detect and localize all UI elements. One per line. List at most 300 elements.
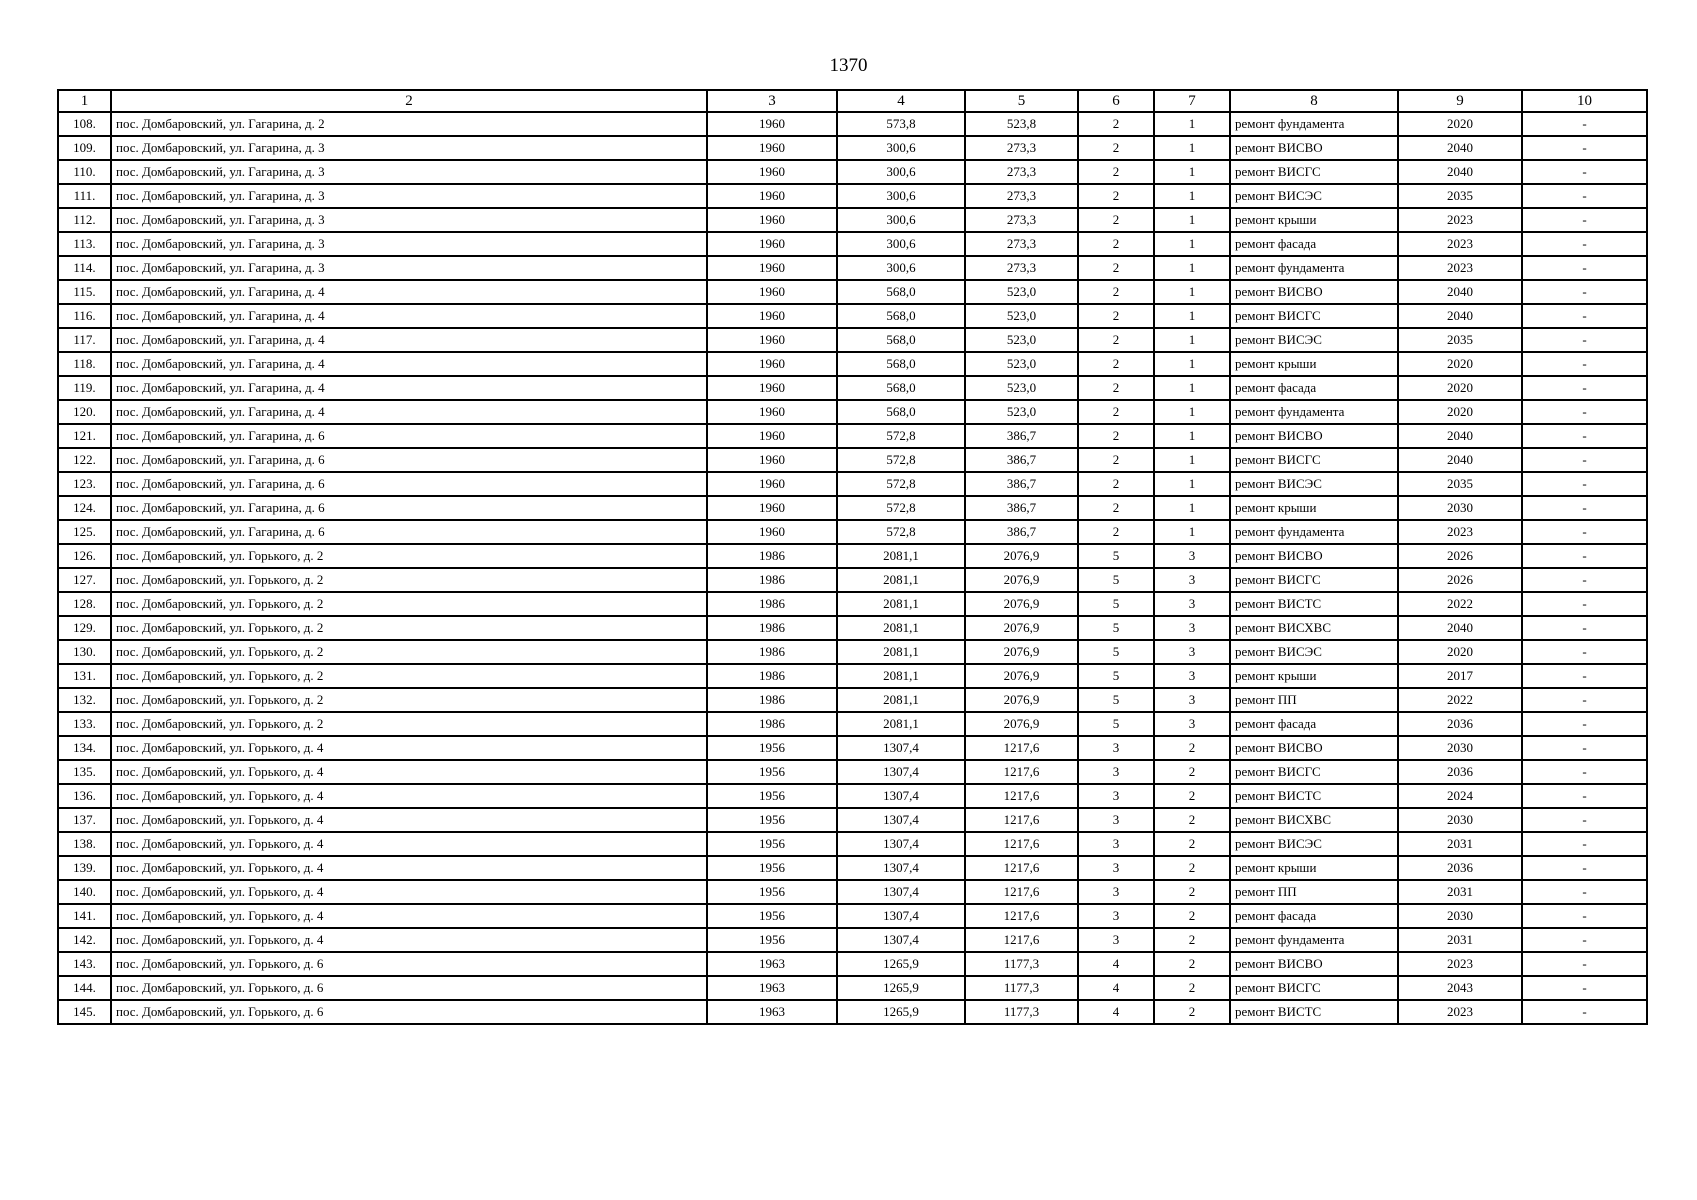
row-number-cell: 118. <box>58 352 111 376</box>
work-type-cell: ремонт ВИСВО <box>1230 952 1398 976</box>
address-cell: пос. Домбаровский, ул. Горького, д. 6 <box>111 952 707 976</box>
planned-year-cell: 2023 <box>1398 256 1522 280</box>
row-number-cell: 120. <box>58 400 111 424</box>
floors-cell: 2 <box>1078 424 1154 448</box>
note-cell: - <box>1522 736 1647 760</box>
total-area-cell: 568,0 <box>837 280 965 304</box>
total-area-cell: 568,0 <box>837 376 965 400</box>
row-number-cell: 129. <box>58 616 111 640</box>
year-built-cell: 1986 <box>707 616 837 640</box>
note-cell: - <box>1522 256 1647 280</box>
note-cell: - <box>1522 616 1647 640</box>
floors-cell: 3 <box>1078 736 1154 760</box>
address-cell: пос. Домбаровский, ул. Гагарина, д. 3 <box>111 184 707 208</box>
entrances-cell: 1 <box>1154 112 1230 136</box>
work-type-cell: ремонт ПП <box>1230 880 1398 904</box>
work-type-cell: ремонт ВИСЭС <box>1230 472 1398 496</box>
year-built-cell: 1986 <box>707 592 837 616</box>
address-cell: пос. Домбаровский, ул. Гагарина, д. 3 <box>111 232 707 256</box>
work-type-cell: ремонт крыши <box>1230 496 1398 520</box>
entrances-cell: 1 <box>1154 352 1230 376</box>
planned-year-cell: 2040 <box>1398 304 1522 328</box>
total-area-cell: 2081,1 <box>837 544 965 568</box>
address-cell: пос. Домбаровский, ул. Гагарина, д. 4 <box>111 328 707 352</box>
row-number-cell: 122. <box>58 448 111 472</box>
year-built-cell: 1960 <box>707 184 837 208</box>
entrances-cell: 1 <box>1154 496 1230 520</box>
note-cell: - <box>1522 952 1647 976</box>
floors-cell: 3 <box>1078 760 1154 784</box>
row-number-cell: 136. <box>58 784 111 808</box>
column-header: 4 <box>837 90 965 112</box>
floors-cell: 2 <box>1078 136 1154 160</box>
planned-year-cell: 2020 <box>1398 352 1522 376</box>
row-number-cell: 113. <box>58 232 111 256</box>
address-cell: пос. Домбаровский, ул. Горького, д. 4 <box>111 856 707 880</box>
address-cell: пос. Домбаровский, ул. Гагарина, д. 2 <box>111 112 707 136</box>
year-built-cell: 1956 <box>707 760 837 784</box>
total-area-cell: 568,0 <box>837 400 965 424</box>
living-area-cell: 523,0 <box>965 304 1078 328</box>
work-type-cell: ремонт ВИСГС <box>1230 448 1398 472</box>
floors-cell: 2 <box>1078 280 1154 304</box>
floors-cell: 2 <box>1078 352 1154 376</box>
entrances-cell: 1 <box>1154 256 1230 280</box>
note-cell: - <box>1522 160 1647 184</box>
year-built-cell: 1986 <box>707 664 837 688</box>
note-cell: - <box>1522 496 1647 520</box>
note-cell: - <box>1522 592 1647 616</box>
address-cell: пос. Домбаровский, ул. Горького, д. 4 <box>111 832 707 856</box>
year-built-cell: 1956 <box>707 784 837 808</box>
table-row <box>58 184 1647 208</box>
note-cell: - <box>1522 304 1647 328</box>
floors-cell: 2 <box>1078 496 1154 520</box>
total-area-cell: 572,8 <box>837 496 965 520</box>
year-built-cell: 1986 <box>707 568 837 592</box>
year-built-cell: 1960 <box>707 448 837 472</box>
entrances-cell: 1 <box>1154 184 1230 208</box>
planned-year-cell: 2040 <box>1398 160 1522 184</box>
entrances-cell: 3 <box>1154 568 1230 592</box>
planned-year-cell: 2031 <box>1398 880 1522 904</box>
row-number-cell: 114. <box>58 256 111 280</box>
planned-year-cell: 2036 <box>1398 760 1522 784</box>
planned-year-cell: 2024 <box>1398 784 1522 808</box>
floors-cell: 5 <box>1078 664 1154 688</box>
total-area-cell: 572,8 <box>837 448 965 472</box>
year-built-cell: 1963 <box>707 952 837 976</box>
total-area-cell: 300,6 <box>837 136 965 160</box>
total-area-cell: 2081,1 <box>837 664 965 688</box>
floors-cell: 2 <box>1078 256 1154 280</box>
row-number-cell: 142. <box>58 928 111 952</box>
entrances-cell: 2 <box>1154 856 1230 880</box>
living-area-cell: 2076,9 <box>965 568 1078 592</box>
table-row <box>58 784 1647 808</box>
total-area-cell: 572,8 <box>837 472 965 496</box>
table-row <box>58 520 1647 544</box>
address-cell: пос. Домбаровский, ул. Гагарина, д. 4 <box>111 280 707 304</box>
entrances-cell: 1 <box>1154 448 1230 472</box>
total-area-cell: 1265,9 <box>837 1000 965 1024</box>
note-cell: - <box>1522 136 1647 160</box>
address-cell: пос. Домбаровский, ул. Гагарина, д. 4 <box>111 376 707 400</box>
planned-year-cell: 2023 <box>1398 520 1522 544</box>
table-row <box>58 1000 1647 1024</box>
planned-year-cell: 2035 <box>1398 184 1522 208</box>
living-area-cell: 386,7 <box>965 472 1078 496</box>
note-cell: - <box>1522 712 1647 736</box>
address-cell: пос. Домбаровский, ул. Гагарина, д. 3 <box>111 208 707 232</box>
total-area-cell: 2081,1 <box>837 568 965 592</box>
address-cell: пос. Домбаровский, ул. Горького, д. 4 <box>111 808 707 832</box>
total-area-cell: 568,0 <box>837 328 965 352</box>
living-area-cell: 2076,9 <box>965 712 1078 736</box>
entrances-cell: 3 <box>1154 640 1230 664</box>
floors-cell: 3 <box>1078 808 1154 832</box>
living-area-cell: 1217,6 <box>965 808 1078 832</box>
note-cell: - <box>1522 472 1647 496</box>
planned-year-cell: 2040 <box>1398 280 1522 304</box>
work-type-cell: ремонт ПП <box>1230 688 1398 712</box>
floors-cell: 5 <box>1078 568 1154 592</box>
row-number-cell: 140. <box>58 880 111 904</box>
table-row <box>58 736 1647 760</box>
table-row <box>58 232 1647 256</box>
row-number-cell: 125. <box>58 520 111 544</box>
column-header: 6 <box>1078 90 1154 112</box>
note-cell: - <box>1522 856 1647 880</box>
address-cell: пос. Домбаровский, ул. Горького, д. 2 <box>111 712 707 736</box>
year-built-cell: 1956 <box>707 928 837 952</box>
floors-cell: 2 <box>1078 376 1154 400</box>
note-cell: - <box>1522 208 1647 232</box>
column-header: 3 <box>707 90 837 112</box>
table-row <box>58 712 1647 736</box>
address-cell: пос. Домбаровский, ул. Горького, д. 2 <box>111 664 707 688</box>
entrances-cell: 2 <box>1154 1000 1230 1024</box>
year-built-cell: 1960 <box>707 496 837 520</box>
living-area-cell: 273,3 <box>965 232 1078 256</box>
planned-year-cell: 2020 <box>1398 112 1522 136</box>
planned-year-cell: 2035 <box>1398 328 1522 352</box>
table-row <box>58 328 1647 352</box>
floors-cell: 5 <box>1078 712 1154 736</box>
entrances-cell: 1 <box>1154 376 1230 400</box>
note-cell: - <box>1522 1000 1647 1024</box>
note-cell: - <box>1522 376 1647 400</box>
note-cell: - <box>1522 400 1647 424</box>
work-type-cell: ремонт ВИСГС <box>1230 568 1398 592</box>
living-area-cell: 1217,6 <box>965 760 1078 784</box>
planned-year-cell: 2035 <box>1398 472 1522 496</box>
living-area-cell: 1217,6 <box>965 784 1078 808</box>
address-cell: пос. Домбаровский, ул. Гагарина, д. 3 <box>111 256 707 280</box>
note-cell: - <box>1522 760 1647 784</box>
work-type-cell: ремонт ВИСВО <box>1230 544 1398 568</box>
total-area-cell: 300,6 <box>837 160 965 184</box>
table-row <box>58 760 1647 784</box>
planned-year-cell: 2040 <box>1398 424 1522 448</box>
planned-year-cell: 2022 <box>1398 688 1522 712</box>
table-row <box>58 832 1647 856</box>
planned-year-cell: 2040 <box>1398 448 1522 472</box>
floors-cell: 2 <box>1078 472 1154 496</box>
table-row <box>58 448 1647 472</box>
note-cell: - <box>1522 424 1647 448</box>
total-area-cell: 1307,4 <box>837 760 965 784</box>
table-row <box>58 904 1647 928</box>
table-row <box>58 976 1647 1000</box>
column-header: 1 <box>58 90 111 112</box>
entrances-cell: 1 <box>1154 208 1230 232</box>
row-number-cell: 132. <box>58 688 111 712</box>
page-number: 1370 <box>829 55 868 76</box>
work-type-cell: ремонт ВИСТС <box>1230 1000 1398 1024</box>
floors-cell: 5 <box>1078 544 1154 568</box>
entrances-cell: 2 <box>1154 976 1230 1000</box>
planned-year-cell: 2040 <box>1398 136 1522 160</box>
row-number-cell: 127. <box>58 568 111 592</box>
year-built-cell: 1960 <box>707 208 837 232</box>
planned-year-cell: 2023 <box>1398 232 1522 256</box>
table-row <box>58 256 1647 280</box>
address-cell: пос. Домбаровский, ул. Гагарина, д. 6 <box>111 472 707 496</box>
living-area-cell: 523,0 <box>965 328 1078 352</box>
year-built-cell: 1986 <box>707 712 837 736</box>
floors-cell: 3 <box>1078 904 1154 928</box>
total-area-cell: 2081,1 <box>837 592 965 616</box>
year-built-cell: 1956 <box>707 832 837 856</box>
row-number-cell: 124. <box>58 496 111 520</box>
floors-cell: 5 <box>1078 688 1154 712</box>
row-number-cell: 144. <box>58 976 111 1000</box>
year-built-cell: 1960 <box>707 520 837 544</box>
total-area-cell: 568,0 <box>837 352 965 376</box>
entrances-cell: 3 <box>1154 592 1230 616</box>
entrances-cell: 1 <box>1154 472 1230 496</box>
address-cell: пос. Домбаровский, ул. Горького, д. 4 <box>111 784 707 808</box>
column-header: 7 <box>1154 90 1230 112</box>
total-area-cell: 1307,4 <box>837 808 965 832</box>
floors-cell: 2 <box>1078 448 1154 472</box>
total-area-cell: 300,6 <box>837 256 965 280</box>
work-type-cell: ремонт ВИСЭС <box>1230 832 1398 856</box>
living-area-cell: 1177,3 <box>965 976 1078 1000</box>
living-area-cell: 2076,9 <box>965 592 1078 616</box>
row-number-cell: 116. <box>58 304 111 328</box>
entrances-cell: 2 <box>1154 808 1230 832</box>
row-number-cell: 112. <box>58 208 111 232</box>
entrances-cell: 3 <box>1154 712 1230 736</box>
note-cell: - <box>1522 976 1647 1000</box>
column-header: 10 <box>1522 90 1647 112</box>
floors-cell: 4 <box>1078 1000 1154 1024</box>
year-built-cell: 1956 <box>707 856 837 880</box>
table-row <box>58 544 1647 568</box>
entrances-cell: 2 <box>1154 880 1230 904</box>
entrances-cell: 1 <box>1154 280 1230 304</box>
address-cell: пос. Домбаровский, ул. Горького, д. 2 <box>111 640 707 664</box>
living-area-cell: 523,8 <box>965 112 1078 136</box>
address-cell: пос. Домбаровский, ул. Гагарина, д. 6 <box>111 424 707 448</box>
entrances-cell: 2 <box>1154 928 1230 952</box>
work-type-cell: ремонт ВИСВО <box>1230 280 1398 304</box>
total-area-cell: 1307,4 <box>837 856 965 880</box>
row-number-cell: 128. <box>58 592 111 616</box>
entrances-cell: 2 <box>1154 760 1230 784</box>
work-type-cell: ремонт крыши <box>1230 664 1398 688</box>
row-number-cell: 137. <box>58 808 111 832</box>
note-cell: - <box>1522 832 1647 856</box>
work-type-cell: ремонт фундамента <box>1230 520 1398 544</box>
year-built-cell: 1986 <box>707 688 837 712</box>
living-area-cell: 1217,6 <box>965 904 1078 928</box>
total-area-cell: 1307,4 <box>837 736 965 760</box>
planned-year-cell: 2036 <box>1398 712 1522 736</box>
table-row <box>58 160 1647 184</box>
row-number-cell: 119. <box>58 376 111 400</box>
table-row <box>58 616 1647 640</box>
table-row <box>58 304 1647 328</box>
total-area-cell: 300,6 <box>837 184 965 208</box>
year-built-cell: 1960 <box>707 328 837 352</box>
total-area-cell: 568,0 <box>837 304 965 328</box>
living-area-cell: 273,3 <box>965 256 1078 280</box>
row-number-cell: 135. <box>58 760 111 784</box>
living-area-cell: 1217,6 <box>965 832 1078 856</box>
planned-year-cell: 2026 <box>1398 568 1522 592</box>
row-number-cell: 131. <box>58 664 111 688</box>
year-built-cell: 1960 <box>707 232 837 256</box>
entrances-cell: 3 <box>1154 544 1230 568</box>
entrances-cell: 2 <box>1154 904 1230 928</box>
work-type-cell: ремонт ВИСГС <box>1230 160 1398 184</box>
address-cell: пос. Домбаровский, ул. Гагарина, д. 6 <box>111 520 707 544</box>
planned-year-cell: 2030 <box>1398 736 1522 760</box>
header-row <box>58 90 1647 112</box>
work-type-cell: ремонт ВИСХВС <box>1230 808 1398 832</box>
planned-year-cell: 2030 <box>1398 904 1522 928</box>
address-cell: пос. Домбаровский, ул. Горького, д. 2 <box>111 568 707 592</box>
total-area-cell: 2081,1 <box>837 688 965 712</box>
address-cell: пос. Домбаровский, ул. Гагарина, д. 6 <box>111 496 707 520</box>
planned-year-cell: 2031 <box>1398 928 1522 952</box>
year-built-cell: 1956 <box>707 880 837 904</box>
work-type-cell: ремонт ВИСВО <box>1230 424 1398 448</box>
row-number-cell: 138. <box>58 832 111 856</box>
table-row <box>58 376 1647 400</box>
work-type-cell: ремонт фасада <box>1230 232 1398 256</box>
table-row <box>58 208 1647 232</box>
living-area-cell: 1217,6 <box>965 880 1078 904</box>
address-cell: пос. Домбаровский, ул. Горького, д. 6 <box>111 1000 707 1024</box>
table-row <box>58 880 1647 904</box>
row-number-cell: 110. <box>58 160 111 184</box>
living-area-cell: 2076,9 <box>965 616 1078 640</box>
note-cell: - <box>1522 808 1647 832</box>
entrances-cell: 3 <box>1154 664 1230 688</box>
year-built-cell: 1960 <box>707 280 837 304</box>
note-cell: - <box>1522 184 1647 208</box>
living-area-cell: 2076,9 <box>965 664 1078 688</box>
address-cell: пос. Домбаровский, ул. Гагарина, д. 6 <box>111 448 707 472</box>
work-type-cell: ремонт ВИСГС <box>1230 976 1398 1000</box>
work-type-cell: ремонт ВИСХВС <box>1230 616 1398 640</box>
planned-year-cell: 2040 <box>1398 616 1522 640</box>
living-area-cell: 523,0 <box>965 376 1078 400</box>
floors-cell: 2 <box>1078 184 1154 208</box>
planned-year-cell: 2036 <box>1398 856 1522 880</box>
note-cell: - <box>1522 640 1647 664</box>
floors-cell: 5 <box>1078 592 1154 616</box>
work-type-cell: ремонт ВИСЭС <box>1230 328 1398 352</box>
entrances-cell: 1 <box>1154 136 1230 160</box>
table-row <box>58 400 1647 424</box>
floors-cell: 2 <box>1078 112 1154 136</box>
work-type-cell: ремонт ВИСЭС <box>1230 184 1398 208</box>
floors-cell: 2 <box>1078 328 1154 352</box>
planned-year-cell: 2031 <box>1398 832 1522 856</box>
entrances-cell: 1 <box>1154 400 1230 424</box>
row-number-cell: 143. <box>58 952 111 976</box>
note-cell: - <box>1522 352 1647 376</box>
planned-year-cell: 2030 <box>1398 496 1522 520</box>
table-row <box>58 688 1647 712</box>
address-cell: пос. Домбаровский, ул. Гагарина, д. 4 <box>111 352 707 376</box>
year-built-cell: 1960 <box>707 136 837 160</box>
work-type-cell: ремонт фундамента <box>1230 112 1398 136</box>
entrances-cell: 1 <box>1154 304 1230 328</box>
address-cell: пос. Домбаровский, ул. Горького, д. 4 <box>111 736 707 760</box>
note-cell: - <box>1522 544 1647 568</box>
year-built-cell: 1963 <box>707 1000 837 1024</box>
total-area-cell: 2081,1 <box>837 712 965 736</box>
year-built-cell: 1960 <box>707 376 837 400</box>
living-area-cell: 523,0 <box>965 400 1078 424</box>
table-row <box>58 112 1647 136</box>
row-number-cell: 130. <box>58 640 111 664</box>
row-number-cell: 126. <box>58 544 111 568</box>
row-number-cell: 139. <box>58 856 111 880</box>
row-number-cell: 133. <box>58 712 111 736</box>
floors-cell: 3 <box>1078 856 1154 880</box>
year-built-cell: 1960 <box>707 160 837 184</box>
work-type-cell: ремонт фасада <box>1230 904 1398 928</box>
floors-cell: 5 <box>1078 640 1154 664</box>
work-type-cell: ремонт фундамента <box>1230 928 1398 952</box>
living-area-cell: 523,0 <box>965 352 1078 376</box>
year-built-cell: 1960 <box>707 424 837 448</box>
table-body <box>58 112 1647 1024</box>
column-header: 2 <box>111 90 707 112</box>
table-row <box>58 808 1647 832</box>
floors-cell: 2 <box>1078 160 1154 184</box>
year-built-cell: 1960 <box>707 304 837 328</box>
living-area-cell: 273,3 <box>965 208 1078 232</box>
address-cell: пос. Домбаровский, ул. Гагарина, д. 3 <box>111 160 707 184</box>
entrances-cell: 2 <box>1154 784 1230 808</box>
work-type-cell: ремонт ВИСВО <box>1230 136 1398 160</box>
address-cell: пос. Домбаровский, ул. Горького, д. 6 <box>111 976 707 1000</box>
total-area-cell: 300,6 <box>837 208 965 232</box>
entrances-cell: 3 <box>1154 688 1230 712</box>
row-number-cell: 123. <box>58 472 111 496</box>
entrances-cell: 1 <box>1154 424 1230 448</box>
total-area-cell: 1307,4 <box>837 880 965 904</box>
address-cell: пос. Домбаровский, ул. Горького, д. 4 <box>111 880 707 904</box>
